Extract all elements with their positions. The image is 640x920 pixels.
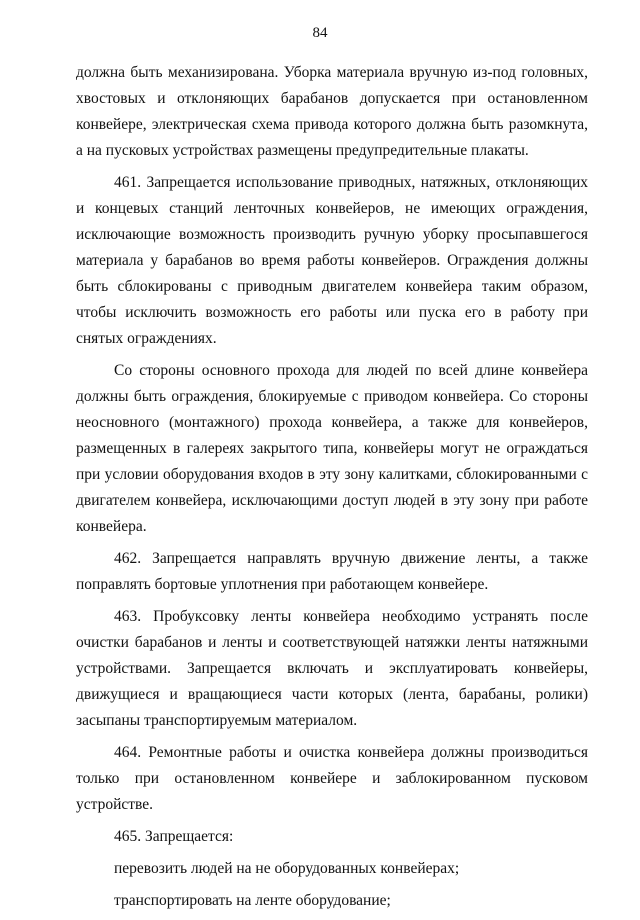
body-text [76, 60, 588, 920]
paragraph-462: 462. Запрещается направлять вручную движение ленты, а также поправлять бортовые уплотнения при работающем конвейере. [76, 550, 588, 593]
paragraph-463: 463. Пробуксовку ленты конвейера необходимо устранять после очистки барабанов и ленты и соответствующей натяжки ленты натяжными устройствами. Запрещается включать и эксплуатировать конвейеры, движущиеся и вращающиеся части которых (лента, барабаны, ролики) засыпаны транспортируемым материалом. [76, 608, 588, 729]
paragraph-main-passage: Со стороны основного прохода для людей по всей длине конвейера должны быть ограждения, блокируемые с приводом конвейера. Со стороны неосновного (монтажного) прохода конвейера, а также для конвейеров, размещенных в галереях закрытого типа, конвейеры могут не ограждаться при условии оборудования входов в эту зону калитками, сблокированными с двигателем конвейера, исключающими доступ людей в эту зону при работе конвейера. [76, 362, 588, 535]
list-item-people: перевозить людей на не оборудованных конвейерах; [114, 860, 460, 877]
paragraph-464: 464. Ремонтные работы и очистка конвейера должны производиться только при остановленном конвейере и заблокированном пусковом устройстве. [76, 744, 588, 813]
page-number: 84 [312, 25, 328, 41]
paragraph-461: 461. Запрещается использование приводных, натяжных, отклоняющих и концевых станций ленточных конвейеров, не имеющих ограждения, исключающие возможность производить ручную уборку просыпавшегося материала у барабанов во время работы конвейеров. Ограждения должны быть сблокированы с приводным двигателем конвейера таким образом, чтобы исключить возможность его работы или пуска его в работу при снятых ограждениях. [76, 174, 588, 347]
paragraph-465: 465. Запрещается: [114, 828, 234, 845]
paragraph-continuation: должна быть механизирована. Уборка материала вручную из-под головных, хвостовых и отклоняющих барабанов допускается при остановленном конвейере, электрическая схема привода которого должна быть разомкнута, а на пусковых устройствах размещены предупредительные плакаты. [76, 64, 588, 159]
list-item-equipment: транспортировать на ленте оборудование; [114, 892, 391, 909]
